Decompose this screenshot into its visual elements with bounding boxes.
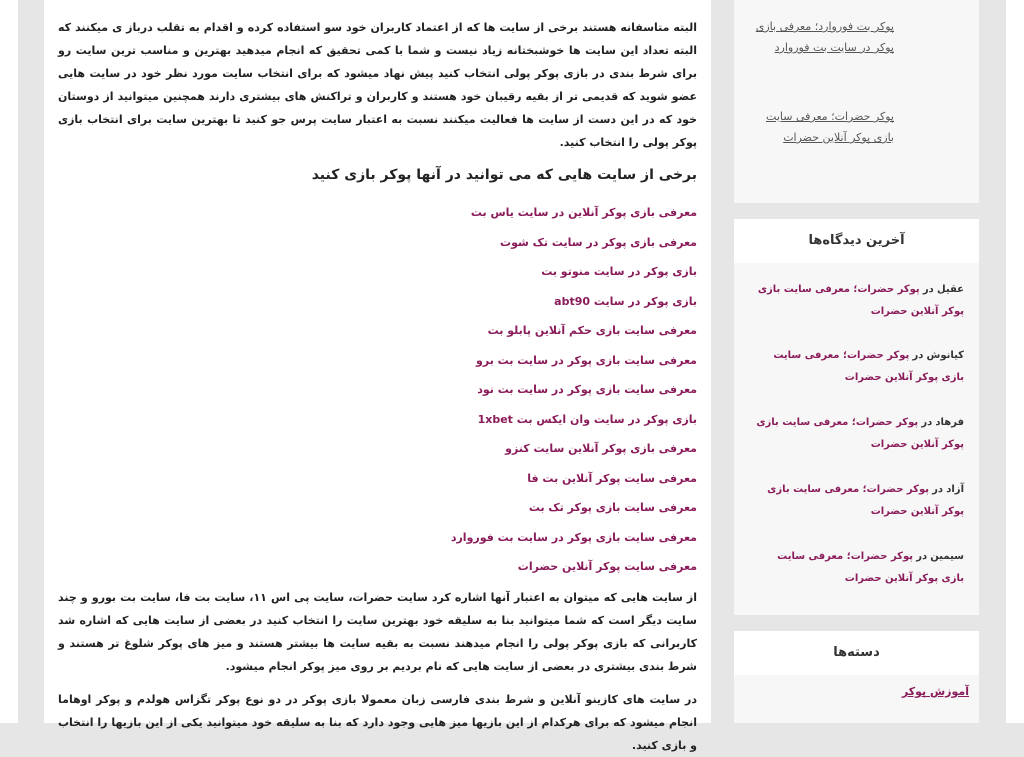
comment-separator: در xyxy=(921,417,933,428)
site-link[interactable]: معرفی سایت بازی پوکر تک بت xyxy=(528,501,697,514)
comment-author: عقیل xyxy=(936,284,964,295)
section-heading: برخی از سایت هایی که می توانید در آنها پوکر بازی کنید xyxy=(311,167,697,183)
category-link[interactable]: آموزش پوکر xyxy=(901,685,969,698)
categories-widget xyxy=(734,631,979,723)
paragraph-line: از سایت هایی که میتوان به اعتبار آنها اشاره کرد سایت حضرات، سایت پی اس ۱۱، سایت بت فا، سایت بت بورو و چند سایت دیگر است که xyxy=(58,590,697,627)
intro-line: خوشبختانه زیاد نیست و شما با کمی تحقیق که انجام میدهید بهترین و مناسب ترین سایت رو برای شرط بندی در بازی پوکر پولی xyxy=(58,44,697,80)
article-content xyxy=(44,0,711,752)
list-item xyxy=(58,314,697,344)
site-link[interactable]: معرفی سایت پوکر آنلاین بت فا xyxy=(527,471,697,485)
site-link[interactable]: معرفی سایت بازی پوکر در سایت بت فوروارد xyxy=(450,530,697,544)
recent-posts-widget xyxy=(734,0,979,203)
site-link[interactable]: معرفی بازی پوکر آنلاین در سایت یاس بت xyxy=(470,206,697,219)
recent-comments-widget xyxy=(734,219,979,615)
list-item xyxy=(58,491,697,521)
list-item xyxy=(58,432,697,462)
comment-post-link[interactable]: پوکر حضرات؛ معرفی سایت بازی پوکر آنلاین حضرات xyxy=(777,551,964,584)
intro-line: جو کنید تا بهترین سایت برای انتخاب بازی پوکر پولی را انتخاب کنید. xyxy=(58,113,697,149)
list-item xyxy=(58,285,697,315)
comment-post-link[interactable]: پوکر حضرات؛ معرفی سایت بازی پوکر آنلاین حضرات xyxy=(767,484,964,517)
paragraph-line: میدهند نسبت به بقیه سایت ها بیشتر هستند و میز های پوکر شلوغ تر هستند و شرط بندی بیشتری در بعضی از سایت هایی که نام بردیم بر xyxy=(58,636,697,673)
paragraph-line: شما میتوانید بنا به سلیقه خود بهترین سایت را انتخاب کنید در بعضی از سایت هایی که اشاره شد کاربرانی که بازی پوکر پولی را انجام xyxy=(58,613,697,650)
comment-post-link[interactable]: پوکر حضرات؛ معرفی سایت بازی پوکر آنلاین حضرات xyxy=(773,350,964,383)
site-link[interactable]: معرفی سایت بازی پوکر در سایت بت برو xyxy=(476,353,697,367)
comment-author: آزاد xyxy=(946,484,964,495)
widget-title: دسته‌ها xyxy=(734,631,979,675)
site-link[interactable]: معرفی سایت بازی حکم آنلاین پابلو بت xyxy=(487,324,697,337)
comment-item xyxy=(754,279,964,323)
list-item xyxy=(58,373,697,403)
site-link[interactable]: بازی پوکر در سایت abt90 xyxy=(554,294,697,308)
site-link[interactable]: معرفی سایت بازی پوکر در سایت بت نود xyxy=(477,383,697,396)
comment-author: فرهاد xyxy=(935,417,964,428)
list-item xyxy=(58,462,697,492)
intro-line: انتخاب کنید پیش نهاد میشود که برای انتخاب سایت مورد نظر خود در سایت هایی عضو شوید که قدیمی تر از بقیه رقیبان خود هستند و xyxy=(58,67,697,103)
list-item xyxy=(58,255,697,285)
comment-post-link[interactable]: پوکر حضرات؛ معرفی سایت بازی پوکر آنلاین حضرات xyxy=(757,284,964,317)
comment-item xyxy=(754,412,964,456)
site-link[interactable]: معرفی بازی پوکر آنلاین سایت کنزو xyxy=(505,442,697,455)
page-frame-right xyxy=(1006,0,1024,723)
site-link[interactable]: بازی پوکر در سایت وان ایکس بت 1xbet xyxy=(477,412,697,426)
paragraph-line: روی میز پوکر انجام میشود. xyxy=(225,659,374,673)
paragraph-line: هرکدام از این بازیها میز هایی وجود دارد که بنا به سلیقه خود میتوانید یکی از این بازیها را انتخاب و بازی کنید. xyxy=(58,715,697,752)
list-item xyxy=(58,226,697,256)
list-item xyxy=(58,196,697,226)
widget-title: آخرین دیدگاه‌ها xyxy=(734,219,979,263)
site-link[interactable]: معرفی سایت پوکر آنلاین حضرات xyxy=(517,560,697,573)
comment-post-link[interactable]: پوکر حضرات؛ معرفی سایت بازی پوکر آنلاین حضرات xyxy=(756,417,964,450)
list-item xyxy=(58,403,697,433)
recent-post-link[interactable]: پوکر حضرات؛ معرفی سایت بازی پوکر آنلاین حضرات xyxy=(766,110,894,144)
site-link[interactable]: معرفی بازی پوکر در سایت تک شوت xyxy=(500,235,697,249)
list-item xyxy=(58,550,697,580)
casino-paragraph xyxy=(58,688,697,757)
comment-separator: در xyxy=(912,350,924,361)
comment-author: کیانوش xyxy=(926,350,964,361)
sites-paragraph xyxy=(58,586,697,678)
recent-post-link[interactable]: پوکر بت فوروارد؛ معرفی بازی پوکر در سایت بت فوروارد xyxy=(755,20,894,54)
list-item xyxy=(58,344,697,374)
comment-item xyxy=(754,345,964,389)
comment-author: سیمین xyxy=(930,551,964,562)
site-link[interactable]: بازی پوکر در سایت منوتو بت xyxy=(541,265,697,278)
page-frame-left xyxy=(0,0,18,723)
paragraph-line: در سایت های کازینو آنلاین و شرط بندی فارسی زبان معمولا بازی پوکر در دو نوع پوکر تگزاس هولدم و پوکر اوهاما انجام میشود که برای xyxy=(58,692,697,729)
comment-item xyxy=(754,479,964,523)
site-link-list xyxy=(58,196,697,580)
comment-separator: در xyxy=(932,484,944,495)
intro-line: البته متاسفانه هستند برخی از سایت ها که از اعتماد کاربران خود سو استفاده کرده و اقدام به تقلب درباز ی میکنند که البته تعداد این سایت ها xyxy=(58,21,698,57)
intro-line: کاربران و تراکنش های بیشتری دارند همچنین میتوانید از دوستان خود که در این دست از سایت ها فعالیت میکنند نسبت به اعتبار سایت پرس xyxy=(58,90,697,126)
intro-paragraph xyxy=(58,16,697,154)
comment-separator: در xyxy=(922,284,934,295)
list-item xyxy=(58,521,697,551)
comment-item xyxy=(754,546,964,590)
comment-separator: در xyxy=(916,551,928,562)
